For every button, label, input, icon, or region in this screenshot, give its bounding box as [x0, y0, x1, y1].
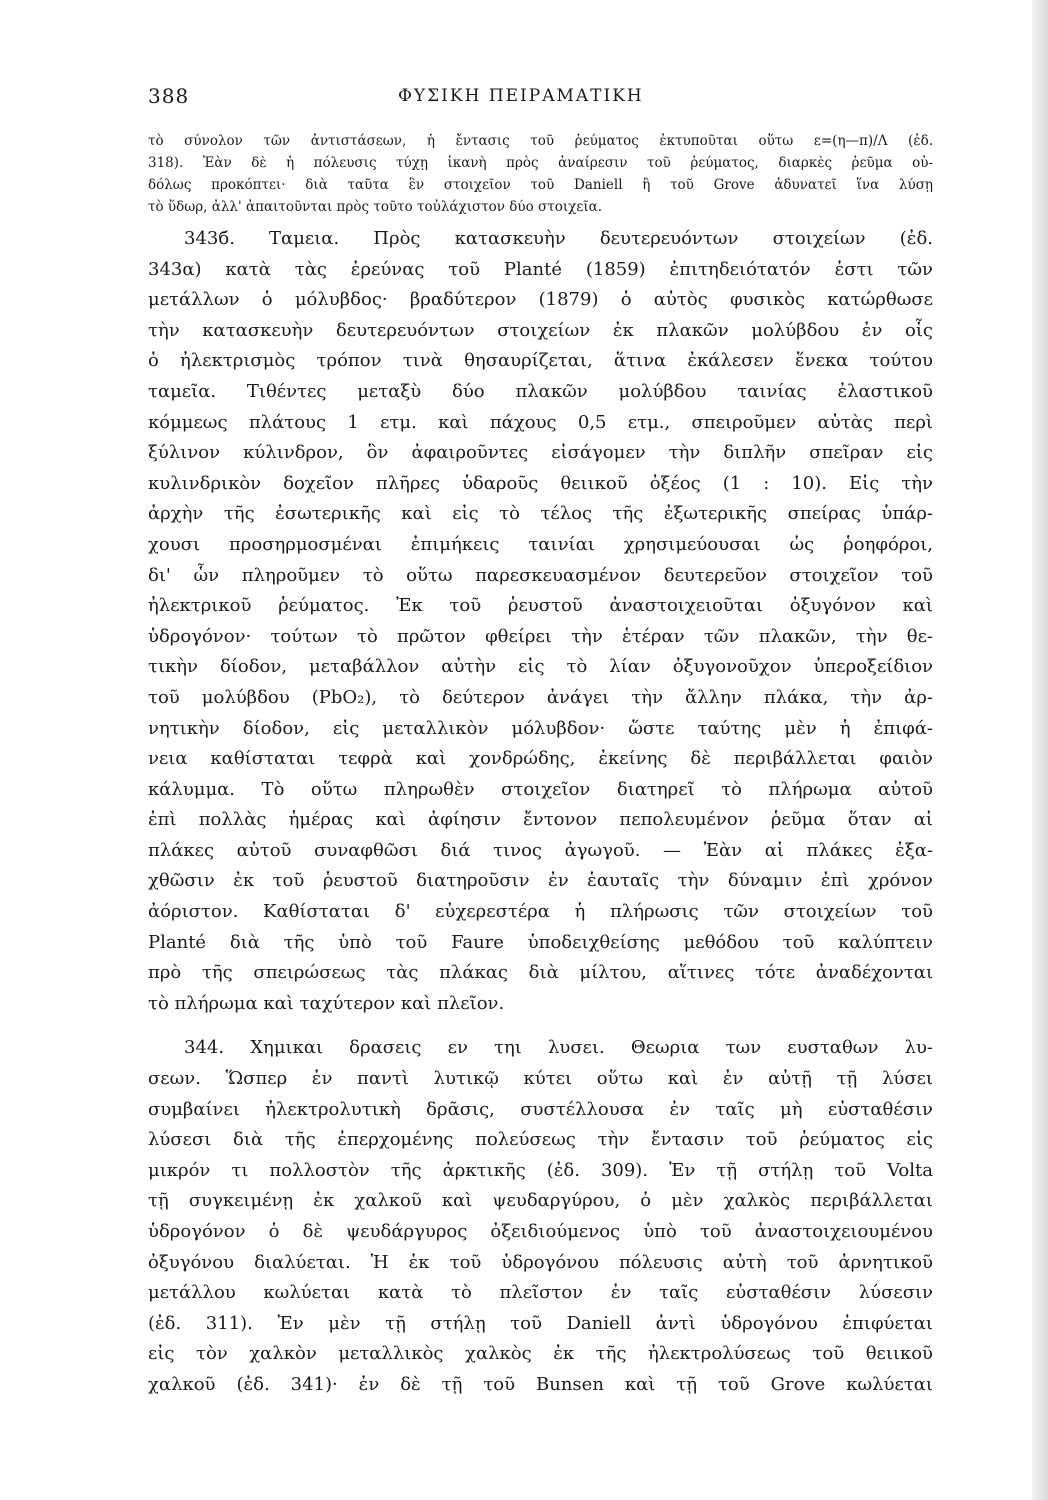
text-line: λύσεσι διὰ τῆς ἐπερχομένης πολεύσεως τὴν ἔντασιν τοῦ ῥεύματος εἰς: [148, 1129, 933, 1151]
text-line: τὴν κατασκευὴν δευτερευόντων στοιχείων ἐκ πλακῶν μολύβδου ἐν οἷς: [148, 319, 933, 341]
text-line: ἐπὶ πολλὰς ἡμέρας καὶ ἀφίησιν ἔντονον πεπολευμένον ῥεῦμα ὅταν αἱ: [148, 809, 933, 831]
text-line: χαλκοῦ (ἐδ. 341)· ἐν δὲ τῇ τοῦ Bunsen καὶ τῇ τοῦ Grove κωλύεται: [148, 1373, 933, 1395]
text-line: κυλινδρικὸν δοχεῖον πλῆρες ὑδαροῦς θειικοῦ ὀξέος (1 : 10). Εἰς τὴν: [148, 472, 933, 494]
body-text: [148, 130, 933, 1401]
text-line: τοῦ μολύβδου (PbO₂), τὸ δεύτερον ἀνάγει τὴν ἄλλην πλάκα, τὴν ἀρ-: [148, 686, 933, 708]
section-heading-line: 343б. Ταμεια. Πρὸς κατασκευὴν δευτερευόντων στοιχείων (ἐδ.: [184, 228, 933, 249]
section-343b: [148, 224, 933, 1019]
text-line: ὑδρογόνον ὁ δὲ ψευδάργυρος ὀξειδιούμενος ὑπὸ τοῦ ἀναστοιχειουμένου: [148, 1221, 933, 1242]
page-header: [148, 84, 928, 114]
text-line: δόλως προκόπτει· διὰ ταῦτα ἓν στοιχεῖον τοῦ Daniell ἢ τοῦ Grove ἀδυνατεῖ ἵνα λύσῃ: [148, 177, 933, 193]
text-line: μικρόν τι πολλοστὸν τῆς ἀρκτικῆς (ἐδ. 309). Ἐν τῇ στήλῃ τοῦ Volta: [148, 1159, 933, 1181]
page-edge: [1032, 0, 1048, 1500]
text-line: πλάκες αὐτοῦ συναφθῶσι διά τινος ἀγωγοῦ. — Ἐὰν αἱ πλάκες ἐξα-: [148, 839, 933, 861]
text-line: τὸ σύνολον τῶν ἀντιστάσεων, ἡ ἔντασις τοῦ ῥεύματος ἐκτυποῦται οὕτω ε=(η—π)/Λ (ἐδ.: [148, 133, 933, 149]
text-line: τῇ συγκειμένῃ ἐκ χαλκοῦ καὶ ψευδαργύρου, ὁ μὲν χαλκὸς περιβάλλεται: [148, 1190, 933, 1212]
running-title: ΦΥΣΙΚΗ ΠΕΙΡΑΜΑΤΙΚΗ: [398, 86, 644, 106]
text-line: ὁ ἠλεκτρισμὸς τρόπον τινὰ θησαυρίζεται, ἅτινα ἐκάλεσεν ἕνεκα τούτου: [148, 350, 933, 372]
text-line: 343α) κατὰ τὰς ἐρεύνας τοῦ Planté (1859) ἐπιτηδειότατόν ἐστι τῶν: [148, 258, 933, 280]
text-line: δι' ὧν πληροῦμεν τὸ οὕτω παρεσκευασμένον δευτερεῦον στοιχεῖον τοῦ: [148, 564, 933, 586]
text-line: 318). Ἐὰν δὲ ἡ πόλευσις τύχῃ ἱκανὴ πρὸς ἀναίρεσιν τοῦ ῥεύματος, διαρκὲς ῥεῦμα οὐ-: [148, 155, 933, 171]
intro-small-paragraph: [148, 130, 933, 218]
text-line: τὸ ὕδωρ, ἀλλ' ἀπαιτοῦνται πρὸς τοῦτο τοὐλάχιστον δύο στοιχεῖα.: [148, 199, 603, 215]
section-344: [148, 1033, 933, 1400]
section-heading-line: 344. Χημικαι δρασεις εν τηι λυσει. Θεωρια των ευσταθων λυ-: [184, 1037, 933, 1059]
text-line: ἀόριστον. Καθίσταται δ' εὐχερεστέρα ἡ πλήρωσις τῶν στοιχείων τοῦ: [148, 901, 933, 923]
text-line: μετάλλων ὁ μόλυβδος· βραδύτερον (1879) ὁ αὐτὸς φυσικὸς κατώρθωσε: [148, 289, 933, 311]
text-line: πρὸ τῆς σπειρώσεως τὰς πλάκας διὰ μίλτου, αἵτινες τότε ἀναδέχονται: [148, 962, 933, 984]
text-line: ξύλινον κύλινδρον, ὃν ἀφαιροῦντες εἰσάγομεν τὴν διπλῆν σπεῖραν εἰς: [148, 442, 933, 464]
text-line: κάλυμμα. Τὸ οὕτω πληρωθὲν στοιχεῖον διατηρεῖ τὸ πλήρωμα αὐτοῦ: [148, 778, 933, 800]
text-line: νητικὴν δίοδον, εἰς μεταλλικὸν μόλυβδον· ὥστε ταύτης μὲν ἡ ἐπιφά-: [148, 717, 933, 739]
text-line: εἰς τὸν χαλκὸν μεταλλικὸς χαλκὸς ἐκ τῆς ἠλεκτρολύσεως τοῦ θειικοῦ: [148, 1343, 933, 1365]
text-line: νεια καθίσταται τεφρὰ καὶ χονδρώδης, ἐκείνης δὲ περιβάλλεται φαιὸν: [148, 748, 933, 770]
text-line: τικὴν δίοδον, μεταβάλλον αὐτὴν εἰς τὸ λίαν ὀξυγονοῦχον ὑπεροξείδιον: [148, 656, 933, 678]
text-line: Planté διὰ τῆς ὑπὸ τοῦ Faure ὑποδειχθείσης μεθόδου τοῦ καλύπτειν: [148, 931, 933, 953]
text-line: ὀξυγόνου διαλύεται. Ἡ ἐκ τοῦ ὑδρογόνου πόλευσις αὐτὴ τοῦ ἀρνητικοῦ: [148, 1251, 933, 1273]
spacer: [148, 1019, 933, 1033]
text-line: τὸ πλήρωμα καὶ ταχύτερον καὶ πλεῖον.: [148, 992, 505, 1014]
text-line: μετάλλου κωλύεται κατὰ τὸ πλεῖστον ἐν ταῖς εὐσταθέσιν λύσεσιν: [148, 1282, 933, 1304]
text-line: συμβαίνει ἠλεκτρολυτικὴ δρᾶσις, συστέλλουσα ἐν ταῖς μὴ εὐσταθέσιν: [148, 1098, 933, 1120]
text-line: ταμεῖα. Τιθέντες μεταξὺ δύο πλακῶν μολύβδου ταινίας ἐλαστικοῦ: [148, 380, 933, 402]
text-line: κόμμεως πλάτους 1 ετμ. καὶ πάχους 0,5 ετμ., σπειροῦμεν αὐτὰς περὶ: [148, 411, 933, 433]
text-line: σεων. Ὥσπερ ἐν παντὶ λυτικῷ κύτει οὕτω καὶ ἐν αὐτῇ τῇ λύσει: [148, 1068, 933, 1090]
text-line: χουσι προσηρμοσμέναι ἐπιμήκεις ταινίαι χρησιμεύουσαι ὡς ῥοηφόροι,: [148, 533, 933, 555]
text-line: (ἐδ. 311). Ἐν μὲν τῇ στήλῃ τοῦ Daniell ἀντὶ ὑδρογόνου ἐπιφύεται: [148, 1312, 933, 1334]
page-number: 388: [148, 84, 190, 108]
text-line: ἀρχὴν τῆς ἐσωτερικῆς καὶ εἰς τὸ τέλος τῆς ἐξωτερικῆς σπείρας ὑπάρ-: [148, 503, 933, 525]
text-line: ὑδρογόνον· τούτων τὸ πρῶτον φθείρει τὴν ἑτέραν τῶν πλακῶν, τὴν θε-: [148, 625, 933, 647]
text-line: χθῶσιν ἐκ τοῦ ῥευστοῦ διατηροῦσιν ἐν ἑαυταῖς τὴν δύναμιν ἐπὶ χρόνον: [148, 870, 933, 892]
text-line: ἠλεκτρικοῦ ῥεύματος. Ἐκ τοῦ ῥευστοῦ ἀναστοιχειοῦται ὀξυγόνον καὶ: [148, 595, 933, 617]
